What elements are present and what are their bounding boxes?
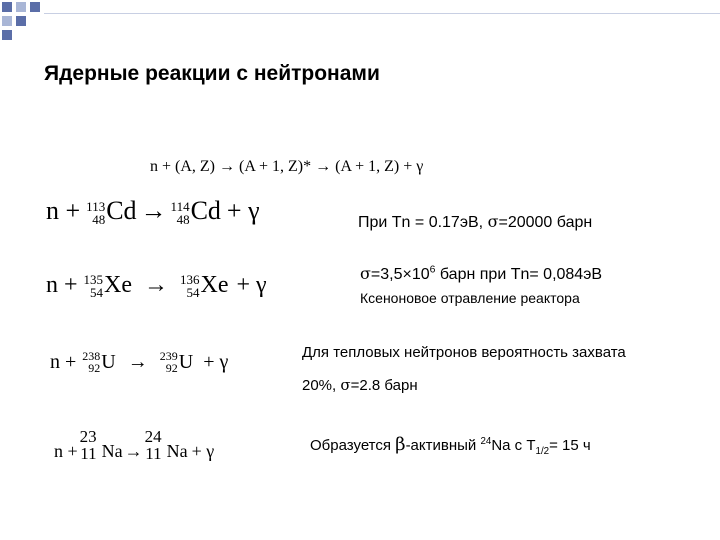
charge-number: 11 [80, 444, 97, 463]
mass-number: 239 [159, 349, 178, 363]
gamma-emission: + γ [191, 441, 215, 461]
note-u-line-2: 20%, σ=2.8 барн [302, 376, 418, 394]
deco-square [16, 2, 26, 12]
half-life-subscript: 1/2 [535, 446, 550, 457]
deco-square [2, 2, 12, 12]
arrow: → [127, 351, 148, 373]
gamma-emission: + γ [203, 351, 229, 373]
mass-number: 113 [86, 199, 106, 214]
note-cd: При Tn = 0.17эВ, σ=20000 барн [358, 212, 593, 231]
page-title: Ядерные реакции с нейтронами [44, 62, 380, 85]
mass-number: 238 [82, 349, 101, 363]
deco-square [2, 30, 12, 40]
element-symbol: Cd [106, 196, 137, 225]
deco-square [16, 16, 26, 26]
reaction-xe [46, 272, 267, 299]
product-nuclide [180, 272, 228, 299]
mass-number: 24 [144, 427, 162, 446]
target-nuclide [84, 272, 132, 299]
mass-number: 23 [79, 427, 97, 446]
charge-number: 48 [176, 212, 190, 227]
charge-number: 54 [90, 285, 104, 300]
arrow: → [124, 441, 143, 461]
top-rule [44, 13, 720, 14]
note-na: Образуется β-активный $^{24}$Na с $T_{1/2}= 15$ ч [310, 434, 591, 457]
mass-number: 114 [170, 199, 190, 214]
reaction-u [50, 350, 228, 374]
charge-number: 54 [186, 285, 200, 300]
target-nuclide [80, 428, 123, 462]
projectile: n + [46, 196, 81, 225]
charge-number: 48 [92, 212, 106, 227]
charge-number: 11 [145, 444, 162, 463]
reaction-na [54, 428, 214, 462]
projectile: n + [46, 272, 78, 298]
sigma-symbol: σ [360, 264, 371, 283]
mass-number: 136 [180, 272, 200, 287]
projectile: n + [50, 351, 77, 373]
element-symbol: Xe [200, 272, 229, 298]
gamma-emission: + γ [236, 272, 267, 298]
product-nuclide [160, 350, 193, 374]
beta-symbol: β [395, 434, 406, 455]
gamma-emission: + γ [226, 196, 260, 225]
arrow: → [144, 272, 169, 298]
target-nuclide [82, 350, 115, 374]
note-u-line-1: Для тепловых нейтронов вероятность захвата [302, 344, 626, 361]
mass-superscript: 24 [480, 436, 492, 447]
element-symbol: Na [101, 441, 123, 461]
charge-number: 92 [165, 361, 178, 375]
projectile: n + [54, 441, 78, 461]
element-symbol: Cd [190, 196, 221, 225]
exponent: 6 [429, 264, 436, 276]
corner-decoration [0, 0, 60, 40]
arrow: → [140, 196, 167, 225]
deco-square [2, 16, 12, 26]
element-symbol: Na [166, 441, 188, 461]
reaction-cd [46, 196, 260, 226]
sigma-symbol: σ [340, 376, 351, 394]
product-nuclide [171, 196, 221, 226]
note-xe-line-1: $\sigma=3,5\times 10^6$ барн при Tn= 0,084эВ [360, 264, 603, 283]
general-reaction-formula: n + (A, Z) → (A + 1, Z)* → (A + 1, Z) + γ [150, 158, 424, 175]
deco-square [30, 2, 40, 12]
sigma-symbol: σ [487, 212, 499, 231]
element-symbol: Xe [104, 272, 133, 298]
element-symbol: U [178, 351, 194, 373]
mass-number: 135 [83, 272, 104, 287]
target-nuclide [86, 196, 136, 226]
element-symbol: U [101, 351, 116, 373]
product-nuclide [145, 428, 188, 462]
charge-number: 92 [88, 361, 101, 375]
note-xe-line-2: Ксеноновое отравление реактора [360, 290, 580, 306]
